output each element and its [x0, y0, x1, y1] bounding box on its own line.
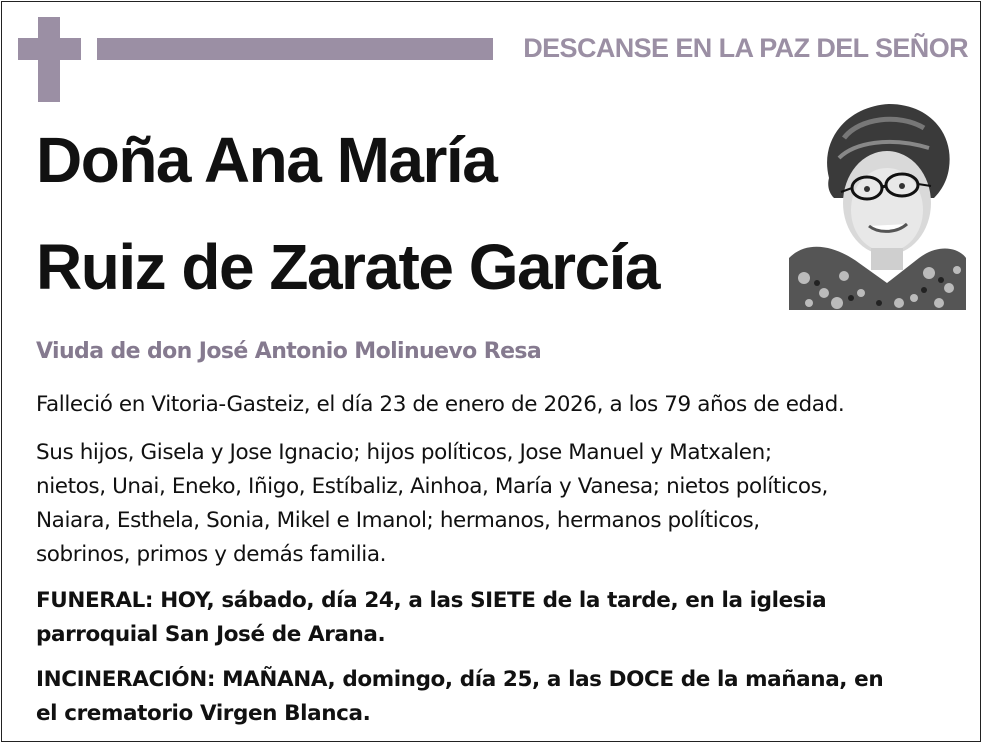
funeral-info — [36, 584, 826, 652]
cremation-info — [36, 663, 883, 731]
family-list — [36, 436, 828, 572]
family-line: sobrinos, primos y demás familia. — [36, 542, 387, 567]
header-rule — [97, 38, 493, 60]
deceased-name — [36, 124, 659, 303]
name-line-2: Ruiz de Zarate García — [36, 231, 659, 303]
death-notice: Falleció en Vitoria-Gasteiz, el día 23 de enero de 2026, a los 79 años de edad. — [36, 392, 845, 417]
header-motto: DESCANSE EN LA PAZ DEL SEÑOR — [523, 33, 968, 63]
widow-of-line: Viuda de don José Antonio Molinuevo Resa — [36, 339, 542, 364]
cremation-line: el crematorio Virgen Blanca. — [36, 701, 371, 726]
family-line: nietos, Unai, Eneko, Iñigo, Estíbaliz, Ainhoa, María y Vanesa; nietos políticos, — [36, 474, 828, 499]
name-line-1: Doña Ana María — [36, 124, 497, 196]
funeral-line: FUNERAL: HOY, sábado, día 24, a las SIETE de la tarde, en la iglesia — [36, 588, 827, 613]
cremation-line: INCINERACIÓN: MAÑANA, domingo, día 25, a las DOCE de la mañana, en — [36, 667, 884, 692]
family-line: Sus hijos, Gisela y Jose Ignacio; hijos políticos, Jose Manuel y Matxalen; — [36, 440, 772, 465]
portrait-photo — [789, 98, 966, 310]
funeral-line: parroquial San José de Arana. — [36, 622, 386, 647]
family-line: Naiara, Esthela, Sonia, Mikel e Imanol; hermanos, hermanos políticos, — [36, 508, 760, 533]
